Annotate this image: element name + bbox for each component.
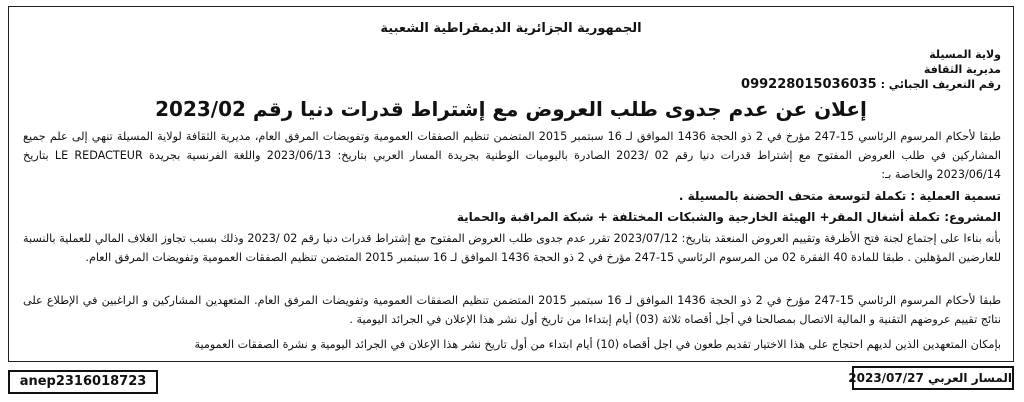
wilaya-label: ولاية المسيلة	[929, 48, 1001, 61]
paragraph-appeal: بإمكان المتعهدين الذين لديهم احتجاج على هذا الاختيار تقديم طعون في اجل أقصاه (10) أيام ابتداء من أول تاريخ نشر هذا الإعلان في الجرائد اليومية و نشرة الصفقات العمومية	[194, 338, 1001, 351]
tax-id-label: رقم التعريف الجبائي :	[880, 78, 1001, 91]
paragraph-legal-basis: طبقا لأحكام المرسوم الرئاسي 15-247 مؤرخ في 2 ذو الحجة 1436 الموافق لـ 16 سبتمبر 2015 المتضمن تنظيم الصفقات العمومية وتفويضات المرفق العام، مديرية الثقافة لولاية المسيلة تنهي إلى علم جميع المشاركين في طلب العروض المفتوح مع إشتراط قدرات دنيا رقم 02 /2023 الصادرة باليوميات الوطنية بجريدة المسار العربي بتاريخ: 2023/06/13 واللغة الفرنسية بجريدة LE REDACTEUR بتاريخ 2023/06/14 والخاصة بـ:	[23, 130, 1002, 181]
issuer-block	[924, 47, 1001, 77]
title-text: إعلان عن عدم جدوى طلب العروض مع إشتراط قدرات دنيا رقم	[252, 97, 867, 121]
directorate-label: مديرية الثقافة	[923, 63, 1001, 76]
paragraph-results: طبقا لأحكام المرسوم الرئاسي 15-247 مؤرخ في 2 ذو الحجة 1436 الموافق لـ 16 سبتمبر 2015 المتضمن تنظيم الصفقات العمومية وتفويضات المرفق العام. المتعهدين المشاركين و الراغبين في الإطلاع على نتائج تقييم عروضهم التقنية و المالية الاتصال بمصالحنا في أجل أقصاه ثلاثة (03) أيام إبتداءا من تاريخ أول نشر هذا الإعلان في الجرائد اليومية .	[23, 294, 1002, 326]
paragraph-decision: بأنه بناءا على إجتماع لجنة فتح الأظرفة وتقييم العروض المنعقد بتاريخ: 2023/07/12 تقرر عدم جدوى طلب العروض المفتوح مع إشتراط قدرات دنيا رقم 02 /2023 وذلك بسبب تجاوز الغلاف المالي للعملية بالنسبة للعارضين المؤهلين . طبقا للمادة 40 الفقرة 02 من المرسوم الرئاسي 15-247 مؤرخ في 2 ذو الحجة 1436 الموافق لـ 16 سبتمبر 2015 المتضمن تنظيم الصفقات العمومية وتفويضات المرفق العام.	[23, 232, 1002, 264]
tax-id-number: 099228015036035	[741, 77, 877, 92]
announcement-frame	[8, 6, 1014, 362]
project-name: المشروع: تكملة أشغال المقر+ الهيئة الخارجية والشبكات المختلفة + شبكة المراقبة والحماية	[456, 210, 1001, 224]
title-number: 2023/02	[155, 97, 246, 121]
publication-date: 2023/07/27	[848, 371, 924, 385]
operation-name: تسمية العملية : تكملة لتوسعة متحف الحضنة بالمسيلة .	[678, 189, 1001, 203]
republic-header: الجمهورية الجزائرية الديمقراطية الشعبية	[380, 21, 642, 36]
publication-box	[848, 366, 1014, 390]
tax-id	[741, 77, 1001, 92]
announcement-title	[9, 97, 1013, 121]
newspaper-name: المسار العربي	[928, 371, 1012, 385]
anep-reference: anep2316018723	[8, 370, 158, 394]
